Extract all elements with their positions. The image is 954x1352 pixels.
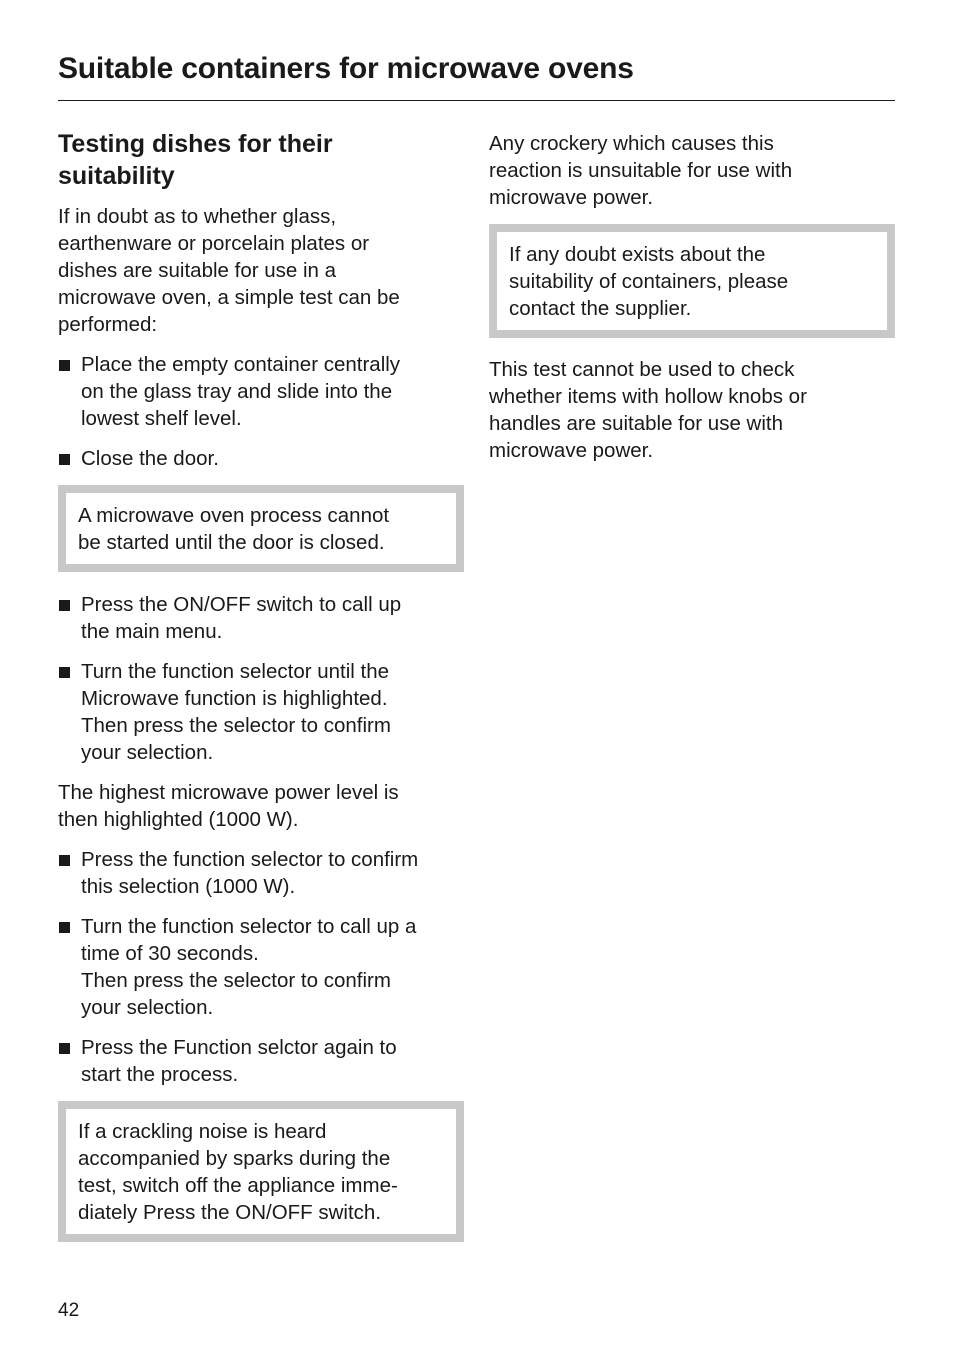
note-line: suitability of containers, please <box>509 270 789 293</box>
intro-line: performed: <box>58 313 158 336</box>
step-line: Turn the function selector until the <box>81 660 390 683</box>
intro-line: earthenware or porcelain plates or <box>58 232 370 255</box>
note-sparks-warning <box>58 1101 464 1242</box>
title-divider <box>58 100 895 101</box>
note-line: diately Press the ON/OFF switch. <box>78 1201 382 1224</box>
step-line: start the process. <box>81 1063 239 1086</box>
hollow-knobs-paragraph <box>489 356 895 464</box>
step-press-on-off <box>58 591 464 645</box>
text-line: handles are suitable for use with <box>489 412 784 435</box>
intro-line: dishes are suitable for use in a <box>58 259 337 282</box>
section-heading-line: suitability <box>58 162 175 190</box>
section-heading <box>58 128 464 192</box>
text-line: reaction is unsuitable for use with <box>489 159 793 182</box>
step-set-time <box>58 913 464 1021</box>
page-title: Suitable containers for microwave ovens <box>58 52 634 85</box>
step-confirm-power <box>58 846 464 900</box>
note-line: A microwave oven process cannot <box>78 504 390 527</box>
text-line: This test cannot be used to check <box>489 358 795 381</box>
note-line: accompanied by sparks during the <box>78 1147 391 1170</box>
note-line: If a crackling noise is heard <box>78 1120 327 1143</box>
step-line: your selection. <box>81 741 214 764</box>
note-door-closed <box>58 485 464 572</box>
step-line: Then press the selector to confirm <box>81 714 391 737</box>
section-heading-line: Testing dishes for their <box>58 130 333 158</box>
bullet-square-icon <box>59 855 70 866</box>
step-line: Press the ON/OFF switch to call up <box>81 593 402 616</box>
bullet-square-icon <box>59 667 70 678</box>
text-line: whether items with hollow knobs or <box>489 385 807 408</box>
step-line: on the glass tray and slide into the <box>81 380 393 403</box>
bullet-square-icon <box>59 1043 70 1054</box>
note-line: test, switch off the appliance imme- <box>78 1174 398 1197</box>
step-close-door <box>58 445 464 472</box>
intro-paragraph <box>58 203 464 338</box>
step-line: Microwave function is highlighted. <box>81 687 388 710</box>
unsuitable-crockery-paragraph <box>489 130 895 211</box>
step-line: Then press the selector to confirm <box>81 969 391 992</box>
step-line: your selection. <box>81 996 214 1019</box>
intro-line: microwave oven, a simple test can be <box>58 286 400 309</box>
note-line: contact the supplier. <box>509 297 692 320</box>
text-line: Any crockery which causes this <box>489 132 774 155</box>
page-number: 42 <box>58 1300 80 1321</box>
right-column <box>489 130 895 477</box>
power-line: The highest microwave power level is <box>58 781 399 804</box>
bullet-square-icon <box>59 360 70 371</box>
step-place-container <box>58 351 464 432</box>
step-turn-selector-microwave <box>58 658 464 766</box>
bullet-square-icon <box>59 454 70 465</box>
note-contact-supplier <box>489 224 895 338</box>
bullet-square-icon <box>59 600 70 611</box>
step-line: this selection (1000 W). <box>81 875 296 898</box>
step-line: Place the empty container centrally <box>81 353 401 376</box>
step-line: Press the function selector to confirm <box>81 848 419 871</box>
power-line: then highlighted (1000 W). <box>58 808 299 831</box>
step-line: the main menu. <box>81 620 223 643</box>
step-line: Turn the function selector to call up a <box>81 915 417 938</box>
left-column <box>58 128 464 1261</box>
step-line: time of 30 seconds. <box>81 942 259 965</box>
note-line: If any doubt exists about the <box>509 243 766 266</box>
note-line: be started until the door is closed. <box>78 531 385 554</box>
power-level-paragraph <box>58 779 464 833</box>
step-line: lowest shelf level. <box>81 407 242 430</box>
intro-line: If in doubt as to whether glass, <box>58 205 337 228</box>
step-line: Press the Function selctor again to <box>81 1036 397 1059</box>
step-line: Close the door. <box>81 447 219 470</box>
text-line: microwave power. <box>489 186 654 209</box>
step-start-process <box>58 1034 464 1088</box>
text-line: microwave power. <box>489 439 654 462</box>
bullet-square-icon <box>59 922 70 933</box>
